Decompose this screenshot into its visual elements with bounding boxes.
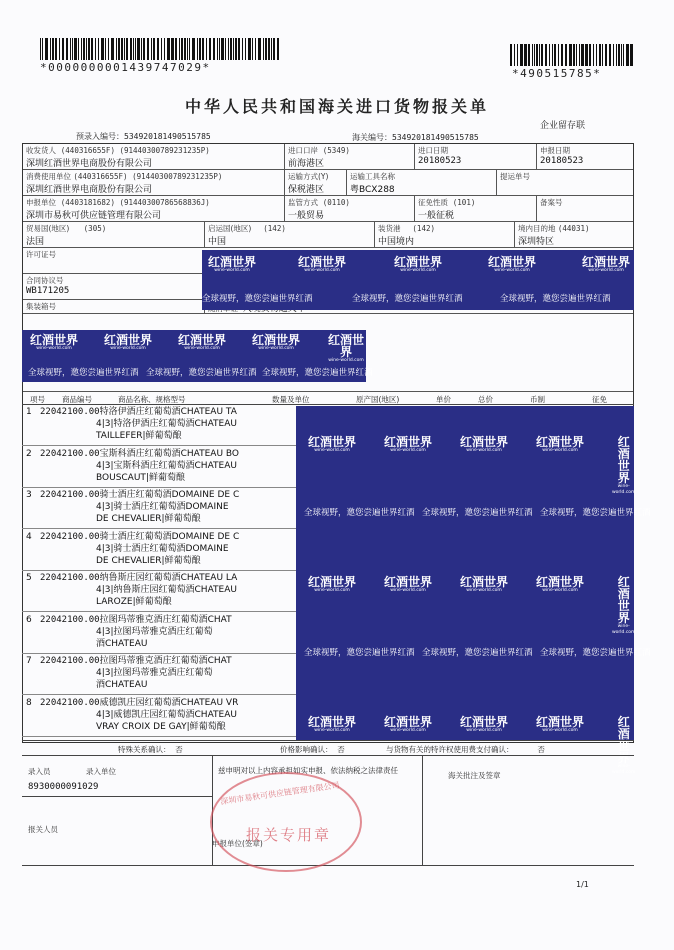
customs-no-label: 海关编号：: [352, 133, 392, 142]
barcode-bar: [161, 38, 162, 60]
wine-world-slogan: 全球视野，邀您尝遍世界红酒: [540, 648, 651, 658]
barcode-bar: [62, 38, 64, 60]
barcode-bar: [569, 44, 570, 66]
watermark-banner-mid: [22, 330, 373, 382]
barcode-bar: [576, 44, 577, 66]
wine-world-slogan: 全球视野，邀您尝遍世界红酒: [202, 294, 313, 304]
barcode-bar: [552, 44, 553, 66]
col-item-no: 项号: [30, 395, 45, 404]
barcode-bar: [135, 38, 137, 60]
wine-world-slogan: 全球视野，邀您尝遍世界红酒: [146, 368, 257, 378]
barcode-bar: [225, 38, 226, 60]
wine-world-slogan: 全球视野，邀您尝遍世界红酒: [352, 294, 463, 304]
item-spec-2: DE CHEVALIER|鲜葡萄酿: [96, 514, 201, 524]
item-spec: 4|3|纳鲁斯庄园红葡萄酒CHATEAU: [96, 585, 237, 595]
barcode-bar: [95, 38, 96, 60]
barcode-bar: [570, 44, 571, 66]
barcode-bar: [81, 38, 83, 60]
form-title: 中华人民共和国海关进口货物报关单: [184, 97, 489, 116]
wine-world-logo: 红酒世界 wine-world.com: [298, 255, 347, 273]
copy-label: 企业留存联: [540, 121, 586, 131]
wine-world-logo: 红酒世界 wine-world.com: [536, 715, 585, 733]
item-spec-2: DE CHEVALIER|鲜葡萄酿: [96, 555, 201, 566]
wine-world-logo: 红酒世界 wine-world.com: [394, 255, 443, 273]
royalty-confirm: 与货物有关的特许权使用费支付确认： 否: [386, 745, 545, 754]
barcode-bar: [268, 38, 270, 60]
barcode-bar: [141, 38, 142, 60]
entry-person-no: 8930000091029: [28, 782, 99, 792]
wine-world-logo: 红酒世界 wine-world.com: [612, 435, 636, 495]
barcode-bar: [116, 38, 117, 60]
barcode-bar: [534, 44, 535, 66]
declarant-person-label: 报关人员: [28, 825, 58, 834]
wine-world-logo: 红酒世界 wine-world.com: [104, 333, 153, 351]
special-relation: 特殊关系确认： 否: [118, 745, 183, 754]
barcode-bar: [70, 38, 71, 60]
barcode-right-text: *490515785*: [512, 67, 602, 80]
wine-world-logo: 红酒世界 wine-world.com: [460, 575, 509, 593]
watermark-banner-top: [202, 250, 634, 310]
barcode-bar: [532, 44, 533, 66]
wine-world-logo: 红酒世界 wine-world.com: [384, 715, 433, 733]
col-hs-code: 商品编号: [62, 395, 92, 404]
barcode-bar: [581, 44, 583, 66]
barcode-bar: [245, 38, 247, 60]
barcode-bar: [623, 44, 624, 66]
item-no: 1: [26, 407, 32, 417]
barcode-bar: [545, 44, 547, 66]
declare-date-cell: 申报日期 20180523: [537, 144, 633, 170]
col-levy: 征免: [592, 395, 607, 404]
wine-world-logo: 红酒世界 wine-world.com: [536, 435, 585, 453]
item-hs-code: 22042100.00: [40, 656, 100, 666]
barcode-bar: [217, 38, 218, 60]
barcode-bar: [258, 38, 260, 60]
barcode-bar: [265, 38, 267, 60]
item-spec-2: BOUSCAUT|鲜葡萄酿: [96, 472, 185, 483]
wine-world-slogan: 全球视野，邀您尝遍世界红酒: [304, 648, 415, 658]
barcode-bar: [631, 44, 632, 66]
barcode-bar: [230, 38, 232, 60]
barcode-bar: [118, 38, 120, 60]
col-total-price: 总价: [478, 395, 493, 404]
barcode-bar: [213, 38, 215, 60]
barcode-bar: [273, 38, 275, 60]
customs-no-value: 534920181490515785: [392, 133, 479, 142]
barcode-bar: [219, 38, 221, 60]
barcode-bar: [184, 38, 186, 60]
col-name-spec: 商品名称、规格型号: [118, 395, 186, 404]
port-cell: 装货港 (142) 中国境内: [375, 222, 515, 248]
item-spec-2: 酒CHATEAU: [96, 680, 148, 690]
item-name: 纳鲁斯庄园红葡萄酒CHATEAU LA: [99, 573, 238, 583]
barcode-bar: [255, 38, 257, 60]
barcode-right: [510, 44, 634, 66]
wine-world-logo: 红酒世界 wine-world.com: [460, 435, 509, 453]
barcode-bar: [549, 44, 550, 66]
remark-cell: 备案号: [537, 196, 633, 222]
barcode-bar: [40, 38, 41, 60]
legal-declaration: 兹申明对以上内容承担如实申报、依法纳税之法律责任: [218, 766, 398, 775]
item-spec-2: 酒CHATEAU: [96, 638, 148, 649]
barcode-bar: [151, 38, 152, 60]
wine-world-logo: 红酒世界 wine-world.com: [536, 575, 585, 593]
price-influence: 价格影响确认： 否: [280, 745, 345, 754]
col-unit-price: 单价: [436, 395, 451, 404]
barcode-bar: [539, 44, 540, 66]
item-spec: 4|3|骑士酒庄红葡萄酒DOMAINE: [96, 502, 229, 512]
item-no: 6: [26, 614, 32, 625]
barcode-bar: [602, 44, 603, 66]
barcode-bar: [233, 38, 234, 60]
item-hs-code: 22042100.00: [40, 490, 100, 500]
wine-world-logo: 红酒世界 wine-world.com: [308, 715, 357, 733]
customs-approval-label: 海关批注及签章: [448, 771, 501, 780]
consumer-cell: 消费使用单位 (440316655F) (91440300789231235P) 深圳红酒世界电商股份有限公司: [23, 170, 285, 196]
pre-entry-value: 534920181490515785: [124, 132, 211, 141]
barcode-bar: [252, 38, 253, 60]
barcode-bar: [585, 44, 586, 66]
barcode-bar: [147, 38, 149, 60]
bill-cell: 提运单号: [497, 170, 633, 196]
barcode-bar: [514, 44, 515, 66]
item-hs-code: 22042100.00: [40, 614, 100, 625]
barcode-bar: [616, 44, 617, 66]
item-spec: 4|3|宝斯科酒庄红葡萄酒CHATEAU: [96, 460, 237, 471]
item-spec-2: LAROZE|鲜葡萄酿: [96, 597, 172, 607]
barcode-bar: [235, 38, 237, 60]
item-no: 2: [26, 448, 32, 459]
wine-world-logo: 红酒世界 wine-world.com: [327, 333, 364, 363]
barcode-bar: [172, 38, 174, 60]
goods-item-row: [26, 406, 237, 442]
barcode-bar: [242, 38, 243, 60]
pre-entry-number: [76, 131, 211, 142]
wine-world-slogan: 全球视野，邀您尝遍世界红酒: [500, 294, 611, 304]
barcode-bar: [228, 38, 230, 60]
barcode-bar: [126, 38, 128, 60]
item-hs-code: 22042100.00: [40, 407, 100, 417]
barcode-bar: [192, 38, 194, 60]
barcode-bar: [111, 38, 113, 60]
wine-world-logo: 红酒世界 wine-world.com: [384, 575, 433, 593]
license-cell: 许可证号: [23, 248, 633, 274]
wine-world-slogan: 全球视野，邀您尝遍世界红酒: [262, 368, 373, 378]
import-date-cell: 进口日期 20180523: [415, 144, 537, 170]
barcode-bar: [45, 38, 47, 60]
barcode-bar: [517, 44, 518, 66]
wine-world-logo: 红酒世界 wine-world.com: [178, 333, 227, 351]
wine-world-logo: 红酒世界 wine-world.com: [612, 575, 636, 635]
barcode-bar: [105, 38, 106, 60]
item-spec: 4|3|威德凯庄园红葡萄酒CHATEAU: [96, 709, 237, 720]
item-spec-2: VRAY CROIX DE GAY|鲜葡萄酿: [96, 721, 226, 732]
customs-number: [352, 132, 479, 143]
barcode-bar: [98, 38, 100, 60]
barcode-bar: [72, 38, 74, 60]
barcode-bar: [209, 38, 211, 60]
item-spec-2: TAILLEFER|鲜葡萄酿: [96, 431, 182, 441]
barcode-bar: [561, 44, 562, 66]
item-spec: 4|3|特洛伊酒庄红葡萄酒CHATEAU: [96, 419, 237, 429]
barcode-bar: [130, 38, 132, 60]
destination-cell: 境内目的地 (44031) 深圳特区: [515, 222, 633, 248]
goods-item-row: [26, 531, 239, 567]
wine-world-logo: 红酒世界 wine-world.com: [582, 255, 631, 273]
wine-world-slogan: 全球视野，邀您尝遍世界红酒: [540, 508, 651, 518]
wine-world-logo: 红酒世界 wine-world.com: [208, 255, 257, 273]
col-qty-unit: 数量及单位: [272, 395, 310, 404]
item-no: 7: [26, 656, 32, 666]
wine-world-slogan: 全球视野，邀您尝遍世界红酒: [28, 368, 139, 378]
transport-mode-cell: 运输方式(Y) 保税港区: [285, 170, 347, 196]
item-hs-code: 22042100.00: [40, 697, 100, 708]
wine-world-logo: 红酒世界 wine-world.com: [488, 255, 537, 273]
barcode-bar: [536, 44, 538, 66]
barcode-bar: [189, 38, 191, 60]
barcode-bar: [175, 38, 177, 60]
barcode-bar: [164, 38, 166, 60]
declarant-unit-sign: 申报单位(签章): [212, 839, 263, 848]
item-spec: 4|3|拉图玛蒂雅克酒庄红葡萄: [96, 626, 213, 637]
barcode-bar: [541, 44, 542, 66]
seal-company-text: 深圳市易秋可供应链管理有限公司: [219, 780, 341, 807]
barcode-bar: [573, 44, 575, 66]
barcode-bar: [83, 38, 85, 60]
container-cell: 集装箱号: [23, 300, 205, 314]
barcode-bar: [133, 38, 134, 60]
barcode-bar: [528, 44, 530, 66]
levy-cell: 征免性质 (101) 一般征税: [415, 196, 537, 222]
barcode-bar: [167, 38, 169, 60]
barcode-bar: [618, 44, 620, 66]
item-name: 骑士酒庄红葡萄酒DOMAINE DE C: [99, 531, 240, 542]
barcode-bar: [558, 44, 559, 66]
item-no: 3: [26, 490, 32, 500]
barcode-bar: [630, 44, 631, 66]
page-number: 1/1: [576, 880, 589, 889]
barcode-bar: [524, 44, 525, 66]
goods-item-row: [26, 697, 238, 733]
barcode-bar: [143, 38, 145, 60]
wine-world-logo: 红酒世界 wine-world.com: [308, 575, 357, 593]
barcode-bar: [277, 38, 279, 60]
barcode-bar: [59, 38, 60, 60]
item-hs-code: 22042100.00: [40, 531, 100, 542]
wine-world-logo: 红酒世界 wine-world.com: [384, 435, 433, 453]
barcode-bar: [565, 44, 567, 66]
goods-item-row: [26, 572, 237, 608]
item-hs-code: 22042100.00: [40, 573, 100, 583]
barcode-bar: [181, 38, 183, 60]
entry-unit-label: 录入单位: [86, 767, 116, 776]
seal-center-text: 报关专用章: [246, 826, 332, 844]
barcode-bar: [179, 38, 180, 60]
item-name: 拉图玛蒂雅克酒庄红葡萄酒CHAT: [99, 656, 232, 666]
goods-item-row: [26, 448, 239, 484]
barcode-bar: [221, 38, 223, 60]
barcode-bar: [206, 38, 207, 60]
item-name: 拉图玛蒂雅克酒庄红葡萄酒CHAT: [99, 614, 232, 625]
item-no: 8: [26, 697, 32, 708]
barcode-bar: [66, 38, 68, 60]
item-name: 骑士酒庄红葡萄酒DOMAINE DE C: [99, 490, 240, 500]
barcode-bar: [52, 38, 54, 60]
wine-world-logo: 红酒世界 wine-world.com: [612, 715, 636, 775]
barcode-bar: [554, 44, 556, 66]
barcode-bar: [199, 38, 201, 60]
entry-port-cell: 进口口岸 (5349) 前海港区: [285, 144, 415, 170]
origin-country-cell: 启运国(地区) (142) 中国: [205, 222, 375, 248]
goods-item-row: [26, 489, 239, 525]
barcode-bar: [187, 38, 188, 60]
goods-item-row: [26, 614, 232, 650]
item-spec: 4|3|骑士酒庄红葡萄酒DOMAINE: [96, 543, 229, 554]
wine-world-logo: 红酒世界 wine-world.com: [308, 435, 357, 453]
trade-country-cell: 贸易国(地区) (305) 法国: [23, 222, 205, 248]
item-name: 威德凯庄园红葡萄酒CHATEAU VR: [99, 697, 239, 708]
barcode-bar: [510, 44, 512, 66]
barcode-bar: [88, 38, 90, 60]
barcode-bar: [248, 38, 250, 60]
barcode-bar: [271, 38, 272, 60]
barcode-bar: [621, 44, 622, 66]
barcode-bar: [238, 38, 240, 60]
barcode-bar: [520, 44, 522, 66]
entry-person-label: 录入员: [28, 767, 51, 776]
pre-entry-label: 预录入编号：: [76, 132, 124, 141]
item-spec: 4|3|拉图玛蒂雅克酒庄红葡萄: [96, 668, 213, 678]
barcode-bar: [263, 38, 264, 60]
contract-cell: 合同协议号 WB171205: [23, 274, 633, 300]
barcode-bar: [579, 44, 580, 66]
barcode-left-text: *0000000001439747029*: [40, 61, 211, 74]
supervision-cell: 监管方式 (0110) 一般贸易: [285, 196, 415, 222]
barcode-bar: [42, 38, 44, 60]
declarant-cell: 申报单位 (4403181682) (91440300786568836J) 深圳市易秋可供应链管理有限公司: [23, 196, 285, 222]
barcode-bar: [50, 38, 51, 60]
barcode-bar: [626, 44, 628, 66]
barcode-bar: [78, 38, 79, 60]
barcode-bar: [609, 44, 611, 66]
barcode-bar: [91, 38, 93, 60]
barcode-bar: [101, 38, 103, 60]
barcode-left: [40, 38, 280, 60]
barcode-bar: [613, 44, 614, 66]
barcode-bar: [86, 38, 87, 60]
barcode-bar: [605, 44, 606, 66]
col-currency: 币制: [530, 395, 545, 404]
barcode-bar: [171, 38, 172, 60]
confirm-row: [22, 740, 634, 756]
item-no: 5: [26, 573, 32, 583]
goods-header-line: [22, 404, 634, 405]
barcode-bar: [108, 38, 110, 60]
goods-item-row: [26, 655, 232, 691]
barcode-bar: [596, 44, 597, 66]
wine-world-slogan: 全球视野，邀您尝遍世界红酒: [422, 648, 533, 658]
barcode-bar: [121, 38, 123, 60]
barcode-bar: [153, 38, 155, 60]
barcode-bar: [593, 44, 594, 66]
barcode-bar: [74, 38, 76, 60]
transport-tool-cell: 运输工具名称 粤BCX288: [347, 170, 497, 196]
barcode-bar: [157, 38, 159, 60]
barcode-bar: [525, 44, 526, 66]
item-name: 宝斯科酒庄红葡萄酒CHATEAU BO: [99, 448, 240, 459]
item-hs-code: 22042100.00: [40, 448, 100, 459]
company-seal: [210, 772, 362, 872]
barcode-bar: [589, 44, 591, 66]
item-no: 4: [26, 531, 32, 542]
wine-world-logo: 红酒世界 wine-world.com: [30, 333, 79, 351]
item-name: 特洛伊酒庄红葡萄酒CHATEAU TA: [99, 407, 237, 417]
wine-world-slogan: 全球视野，邀您尝遍世界红酒: [304, 508, 415, 518]
col-origin: 原产国(地区): [356, 395, 400, 404]
barcode-bar: [124, 38, 125, 60]
barcode-bar: [586, 44, 587, 66]
barcode-bar: [197, 38, 198, 60]
barcode-bar: [202, 38, 204, 60]
wine-world-slogan: 全球视野，邀您尝遍世界红酒: [422, 508, 533, 518]
consignee-cell: 收发货人 (440316655F) (9144030078923123​5P) 深圳红酒世界电商股份有限公司: [23, 144, 285, 170]
wine-world-logo: 红酒世界 wine-world.com: [460, 715, 509, 733]
barcode-bar: [599, 44, 601, 66]
barcode-bar: [137, 38, 139, 60]
wine-world-logo: 红酒世界 wine-world.com: [252, 333, 301, 351]
barcode-bar: [55, 38, 57, 60]
